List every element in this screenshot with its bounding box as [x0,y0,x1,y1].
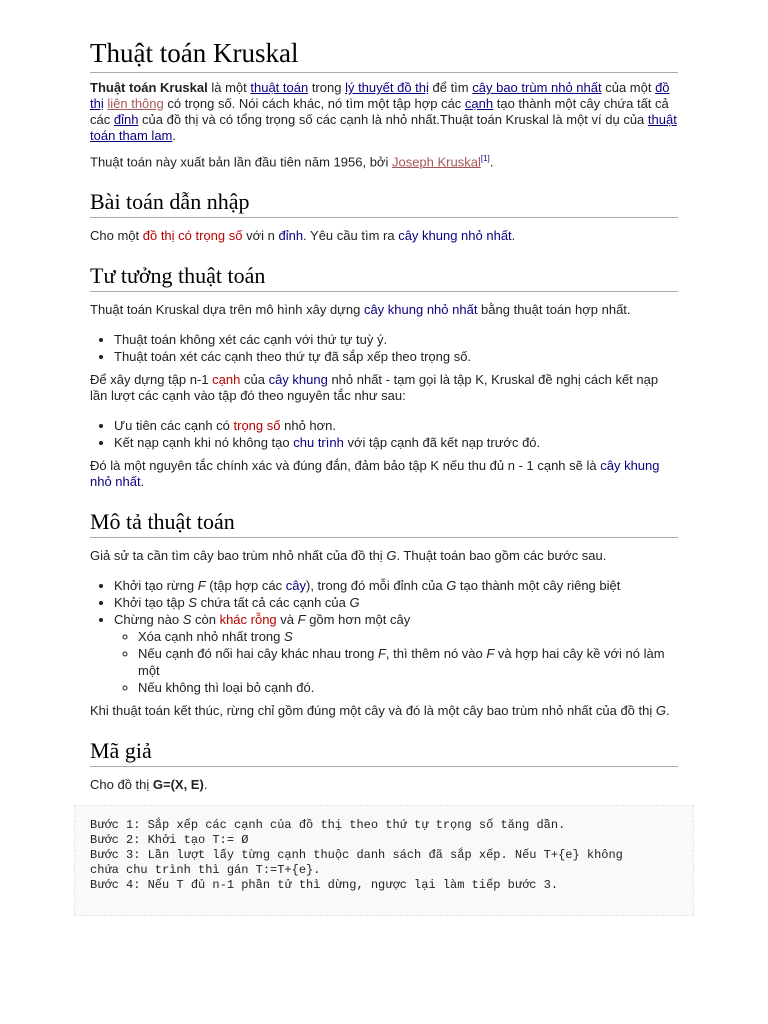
text: tạo thành một cây riêng biệt [456,578,621,594]
text: nhỏ nhất - tạm gọi là tập K, Kruskal đề nghị cách kết nạp lần lượt các cạnh vào tập đó theo nguyên tắc như sau: [90,372,659,404]
text: của đồ thị và có tổng trọng số các cạnh là nhỏ nhất.Thuật toán Kruskal là một ví dụ của [138,112,648,127]
link-dinh[interactable]: đỉnh [113,112,139,127]
section-paragraph [90,228,678,244]
link-khac-rong[interactable]: khác rỗng [219,612,277,628]
text: còn [191,612,220,628]
text: để tìm [428,80,473,95]
intro-history [90,151,678,170]
text: , thì thêm nó vào [385,646,487,662]
link-lien-thong[interactable]: liên thông [107,96,164,111]
text: Cho đồ thị [90,777,153,793]
sub-list-item [138,645,678,679]
text: của một [601,80,656,95]
text: Cho một [90,228,143,244]
text: . Yêu cầu tìm ra [303,228,399,244]
list-item [114,594,678,611]
sub-list [114,628,678,696]
link-cay-khung-nho-nhat[interactable]: cây khung nhỏ nhất [90,458,660,490]
link-cay-khung[interactable]: cây khung [268,372,328,388]
text: gồm hơn một cây [305,612,411,628]
list-item [114,417,678,434]
text: là một [207,80,251,95]
link-canh[interactable]: cạnh [212,372,241,388]
section-paragraph [90,548,678,564]
list-item [114,434,678,451]
bullet-list [90,417,678,451]
link-canh[interactable]: cạnh [464,96,494,111]
bold-term: G=(X, E) [152,777,204,793]
link-thuat-toan[interactable]: thuật toán [250,80,309,95]
text: với tập cạnh đã kết nạp trước đó. [343,435,541,451]
text: và [276,612,298,628]
text: bằng thuật toán hợp nhất. [477,302,631,318]
section-heading-tu-tuong: Tư tưởng thuật toán [90,262,678,292]
text: Nếu cạnh đó nối hai cây khác nhau trong [138,646,378,662]
text: . [511,228,516,244]
text: Khi thuật toán kết thúc, rừng chỉ gồm đúng một cây và đó là một cây bao trùm nhỏ nhất của đồ thị [90,703,656,719]
link-do-thi[interactable]: đồ thị [90,80,670,111]
text: Ưu tiên các cạnh có [114,418,234,434]
section-paragraph [90,777,678,793]
text: và hợp hai cây kề với nó làm một [138,646,665,679]
article [90,36,678,916]
italic-var: F [197,578,206,594]
section-paragraph [90,458,678,490]
section-paragraph [90,372,678,404]
text: Để xây dựng tập n-1 [90,372,213,388]
italic-var: F [297,612,306,628]
link-trong-so[interactable]: trọng số [233,418,281,434]
text: của [240,372,269,388]
italic-var: G [446,578,457,594]
link-ly-thuyet-do-thi[interactable]: lý thuyết đồ thị [345,80,429,95]
text: . [203,777,208,793]
text: Thuật toán Kruskal dựa trên mô hình xây dựng [90,302,364,318]
link-thuat-toan-tham-lam[interactable]: thuật toán tham lam [90,112,677,143]
reference-link[interactable]: [1] [480,154,490,163]
link-cay-bao-trum-nho-nhat[interactable]: cây bao trùm nhỏ nhất [472,80,602,95]
text: tạo thành một cây chứa tất cả các [90,96,669,127]
list-item [114,577,678,594]
text: . Thuật toán bao gồm các bước sau. [396,548,607,564]
text: (tập hợp các [205,578,286,594]
list-item: • Thuật toán xét các cạnh theo thứ tự đã sắp xếp theo trọng số. [114,348,678,365]
text: Kết nạp cạnh khi nó không tạo [114,435,294,451]
intro-paragraph [90,80,678,144]
bold-term: Thuật toán Kruskal [90,80,208,95]
link-dinh[interactable]: đỉnh [278,228,304,244]
section-heading-ma-gia: Mã giả [90,737,678,767]
section-heading-mo-ta: Mô tả thuật toán [90,508,678,538]
text: Chừng nào [114,612,183,628]
text: . [666,703,670,719]
text: Khởi tạo rừng [114,578,198,594]
section-paragraph [90,302,678,318]
text: Giả sử ta cần tìm cây bao trùm nhỏ nhất của đồ thị [90,548,387,564]
list-item: • Thuật toán không xét các cạnh với thứ tự tuỳ ý. [114,331,678,348]
pseudocode-block: Bước 1: Sắp xếp các cạnh của đồ thị theo thứ tự trọng số tăng dần. Bước 2: Khởi tạo T:= Ø Bước 3: Lần lượt lấy từng cạnh thuộc danh sách đã sắp xếp. Nếu T+{e} không chứa chu trình thì gán T:=T+{e}. Bước 4: Nếu T đủ n-1 phần tử thì dừng, ngược lại làm tiếp bước 3. [74,805,694,916]
italic-var: G [655,703,666,719]
italic-var: S [284,629,293,645]
text: Xóa cạnh nhỏ nhất trong [138,629,285,645]
text: nhỏ hơn. [280,418,337,434]
text: ), trong đó mỗi đỉnh của [305,578,447,594]
link-chu-trinh[interactable]: chu trình [293,435,344,451]
section-heading-bai-toan: Bài toán dẫn nhập [90,188,678,218]
page-title: Thuật toán Kruskal [90,36,678,73]
text: . [140,474,145,490]
text: . [489,154,494,170]
section-paragraph [90,703,678,719]
text: . [172,128,176,143]
bullet-list [90,577,678,696]
link-joseph-kruskal[interactable]: Joseph Kruskal [391,154,481,170]
sub-list-item [138,628,678,645]
bullet-list [90,331,678,365]
link-cay-khung-nho-nhat[interactable]: cây khung nhỏ nhất [398,228,512,244]
text: Đó là một nguyên tắc chính xác và đúng đắn, đảm bảo tập K nếu thu đủ n - 1 cạnh sẽ là [90,458,601,474]
italic-var: S [188,595,197,611]
italic-var: G [386,548,397,564]
text: có trọng số. Nói cách khác, nó tìm một tập hợp các [163,96,465,111]
italic-var: F [377,646,386,662]
italic-var: S [182,612,192,628]
text: Khởi tạo tập [114,595,189,611]
text: với n [242,228,279,244]
list-item [114,611,678,696]
text: trong [308,80,346,95]
link-cay-khung-nho-nhat[interactable]: cây khung nhỏ nhất [363,302,478,318]
link-cay[interactable]: cây [285,578,306,594]
text: chứa tất cả các cạnh của [196,595,350,611]
sub-list-item: ◦ Nếu không thì loại bỏ cạnh đó. [138,679,678,696]
italic-var: G [349,595,360,611]
text: Thuật toán này xuất bản lần đầu tiên năm 1956, bởi [90,154,392,170]
italic-var: F [486,646,495,662]
link-do-thi-co-trong-so[interactable]: đồ thị có trọng số [142,228,243,244]
